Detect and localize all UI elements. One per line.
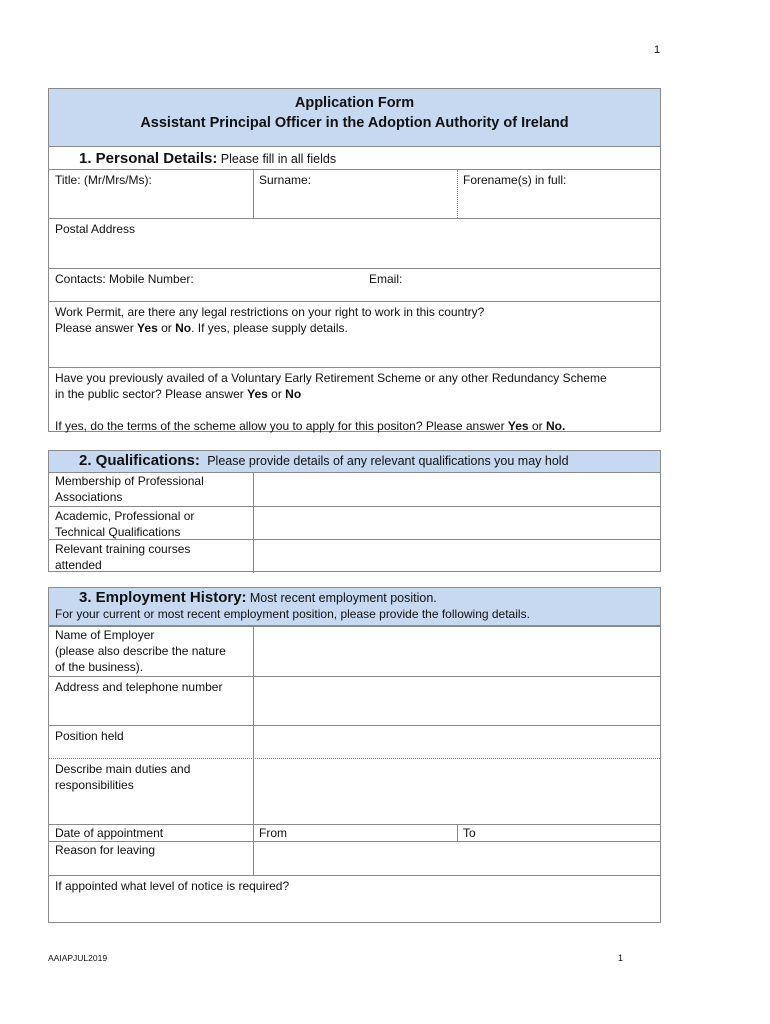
employment-box: [48, 587, 661, 923]
redundancy-scheme-field[interactable]: [49, 367, 660, 433]
to-field[interactable]: [457, 825, 660, 841]
email-label: Email:: [369, 272, 403, 286]
notice-field[interactable]: [49, 875, 660, 923]
employer-label: Name of Employer (please also describe the nature of the business).: [55, 628, 226, 674]
qualifications-header: [49, 451, 660, 473]
footer-page-number: 1: [618, 953, 624, 963]
mobile-label: Contacts: Mobile Number:: [55, 272, 194, 286]
duties-row: [49, 758, 660, 824]
address-label: Address and telephone number: [55, 680, 223, 694]
employment-header: [49, 588, 660, 626]
reason-label: Reason for leaving: [55, 843, 156, 857]
email-field[interactable]: [363, 269, 660, 301]
employment-intro: For your current or most recent employment position, please provide the following details.: [55, 607, 530, 621]
position-input[interactable]: [253, 726, 660, 758]
forename-field[interactable]: [457, 170, 660, 218]
address-row: [49, 676, 660, 725]
membership-input[interactable]: [253, 472, 660, 506]
from-field[interactable]: [253, 825, 457, 841]
title-field[interactable]: [49, 170, 253, 218]
employer-row: [49, 626, 660, 676]
name-row: [49, 169, 660, 218]
title-field-label: Title: (Mr/Mrs/Ms):: [55, 173, 152, 187]
training-row: [49, 539, 660, 573]
training-input[interactable]: [253, 540, 660, 573]
contacts-row: [49, 268, 660, 301]
scheme-terms-question: If yes, do the terms of the scheme allow you to apply for this positon? Please answer Yes or No.: [55, 419, 566, 433]
postal-address-field[interactable]: [49, 218, 660, 268]
reason-input[interactable]: [253, 842, 660, 875]
date-label: Date of appointment: [55, 826, 164, 840]
personal-details-box: [48, 88, 661, 432]
forename-label: Forename(s) in full:: [463, 173, 567, 187]
academic-input[interactable]: [253, 507, 660, 539]
membership-row: [49, 472, 660, 506]
employment-title: 3. Employment History:: [79, 589, 247, 606]
page-number-top: 1: [654, 44, 661, 56]
footer-code: AAIAPJUL2019: [48, 953, 108, 963]
address-input[interactable]: [253, 677, 660, 725]
training-label: Relevant training courses attended: [55, 542, 191, 572]
duties-input[interactable]: [253, 759, 660, 824]
form-title: Application Form: [294, 95, 415, 111]
surname-label: Surname:: [259, 173, 312, 187]
qualifications-title: 2. Qualifications:: [79, 452, 200, 469]
work-permit-question: Work Permit, are there any legal restrictions on your right to work in this country?: [55, 305, 485, 319]
form-subtitle: Assistant Principal Officer in the Adoption Authority of Ireland: [140, 115, 569, 131]
academic-label: Academic, Professional or Technical Qualifications: [55, 509, 195, 539]
to-label: To: [463, 826, 476, 840]
position-label: Position held: [55, 729, 124, 743]
employment-subtitle: Most recent employment position.: [249, 591, 437, 605]
position-row: [49, 725, 660, 758]
surname-field[interactable]: [253, 170, 457, 218]
reason-row: [49, 841, 660, 875]
personal-section-header: [79, 151, 336, 167]
academic-row: [49, 506, 660, 539]
from-label: From: [259, 826, 287, 840]
qualifications-box: [48, 450, 661, 572]
work-permit-field[interactable]: [49, 301, 660, 367]
postal-address-label: Postal Address: [55, 222, 136, 236]
employer-input[interactable]: [253, 627, 660, 676]
work-permit-instruction: Please answer Yes or No. If yes, please supply details.: [55, 321, 348, 335]
date-row: [49, 824, 660, 841]
mobile-field[interactable]: [49, 269, 359, 301]
scheme-question: Have you previously availed of a Voluntary Early Retirement Scheme or any other Redundancy Scheme: [55, 371, 607, 385]
personal-section-subtitle: Please fill in all fields: [220, 152, 337, 166]
notice-label: If appointed what level of notice is required?: [55, 879, 290, 893]
form-header: [49, 89, 660, 147]
scheme-instruction: in the public sector? Please answer Yes or No: [55, 387, 302, 401]
membership-label: Membership of Professional Associations: [55, 474, 204, 504]
personal-section-title: 1. Personal Details:: [79, 150, 218, 167]
qualifications-subtitle: Please provide details of any relevant qualifications you may hold: [207, 454, 569, 468]
duties-label: Describe main duties and responsibilities: [55, 762, 191, 792]
